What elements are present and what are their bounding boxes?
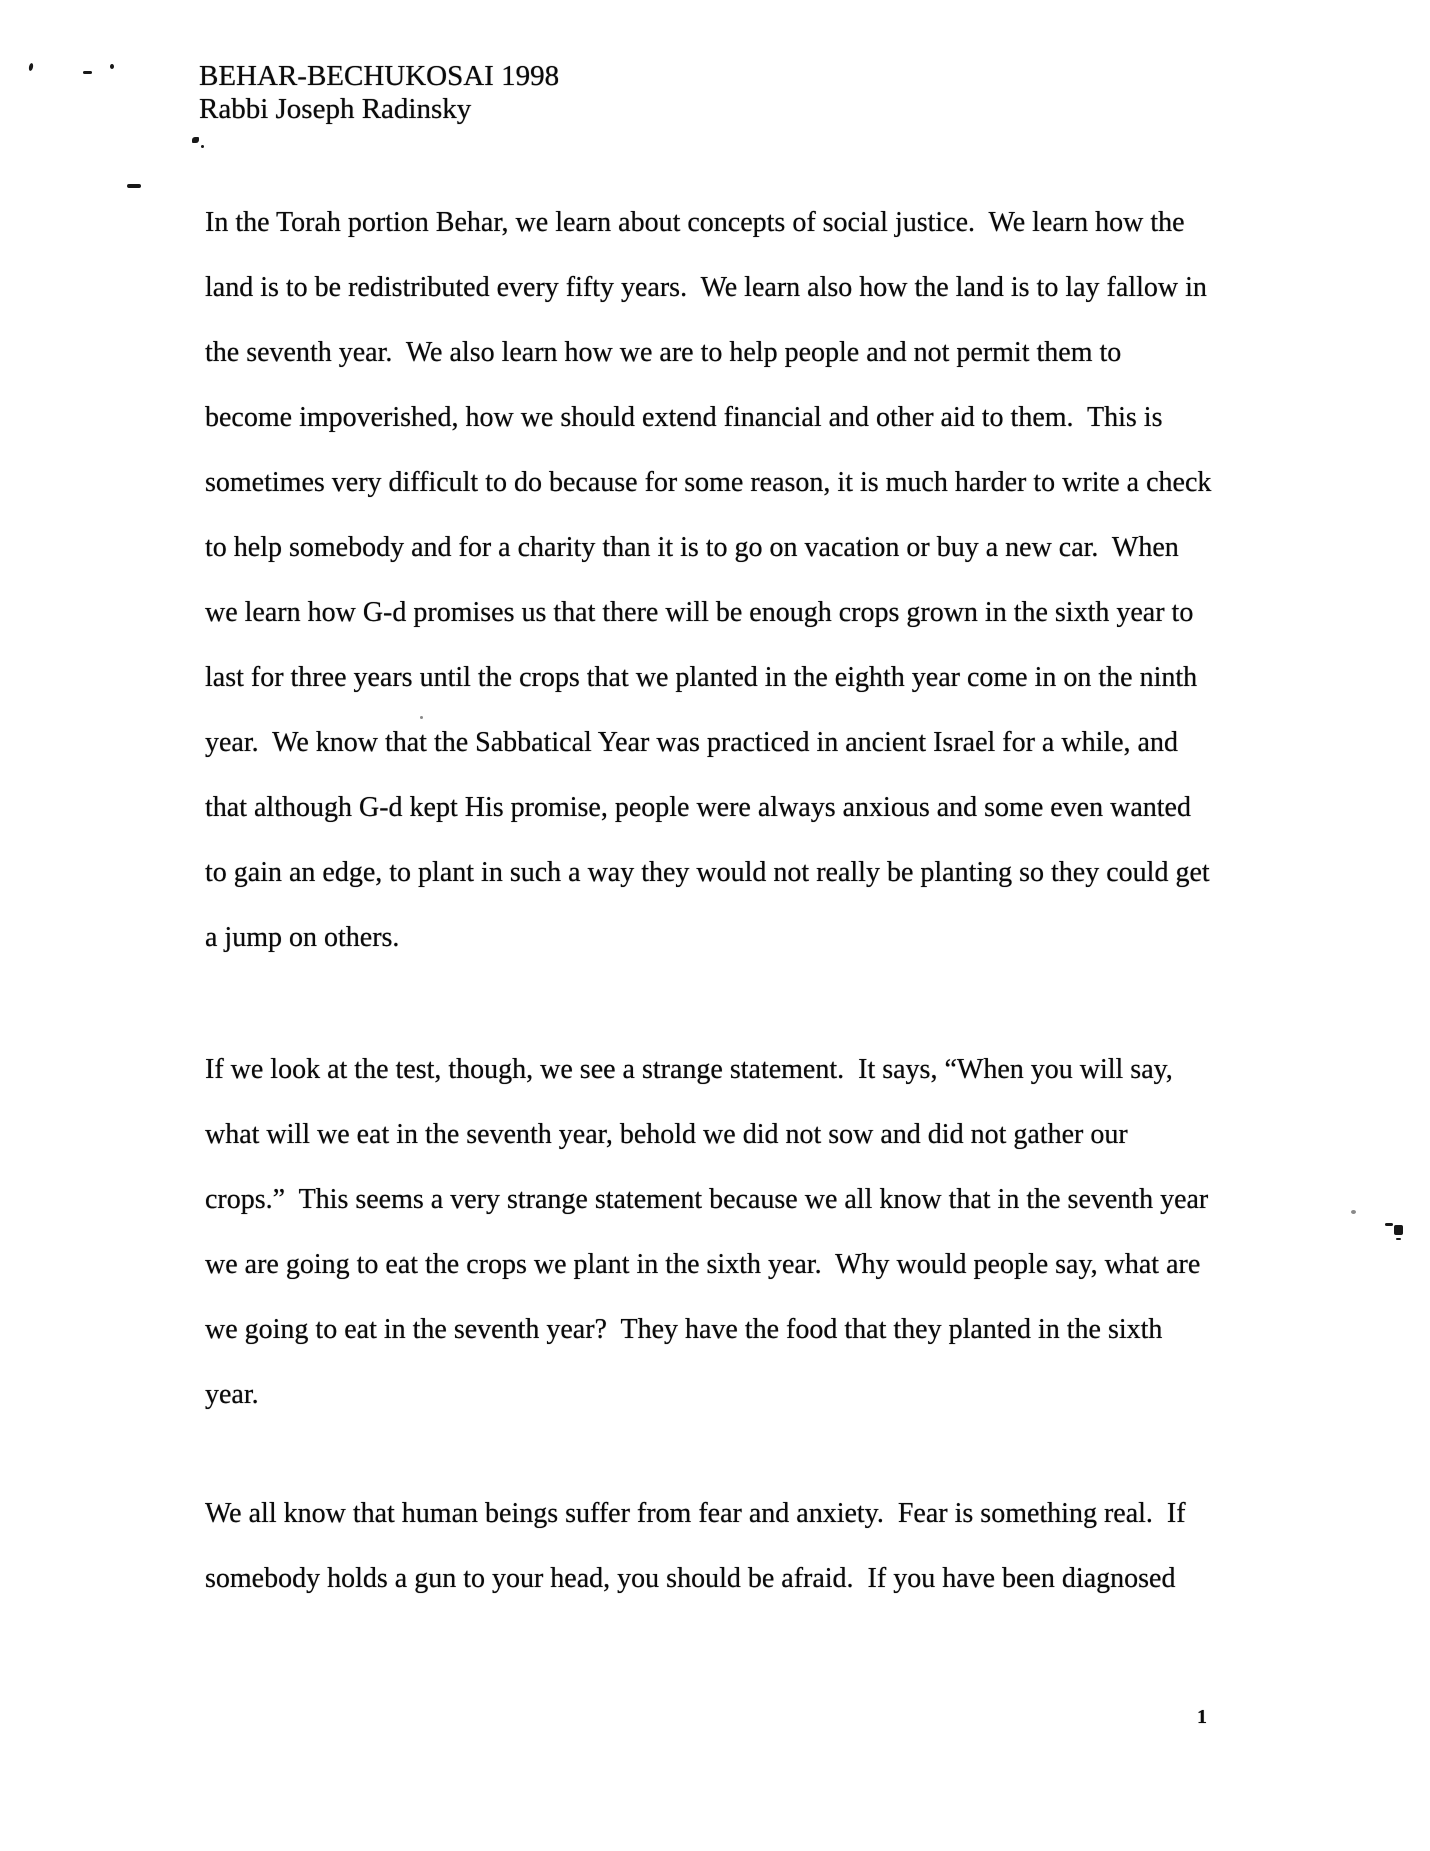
text-line: year. We know that the Sabbatical Year was practiced in ancient Israel for a while, and: [205, 727, 1178, 758]
scan-artifact: [1351, 1210, 1356, 1214]
document-title: BEHAR-BECHUKOSAI 1998: [199, 60, 560, 92]
document-author: Rabbi Joseph Radinsky: [199, 93, 472, 125]
page-number: 1: [1197, 1706, 1207, 1728]
text-line: what will we eat in the seventh year, behold we did not sow and did not gather our: [205, 1119, 1128, 1150]
text-line: we going to eat in the seventh year? They have the food that they planted in the sixth: [205, 1314, 1163, 1345]
text-line: If we look at the test, though, we see a strange statement. It says, “When you will say,: [205, 1054, 1173, 1085]
text-line: last for three years until the crops that we planted in the eighth year come in on the ninth: [205, 662, 1198, 693]
scan-artifact: [1394, 1225, 1403, 1235]
text-line: sometimes very difficult to do because for some reason, it is much harder to write a check: [205, 467, 1212, 498]
text-line: we are going to eat the crops we plant in the sixth year. Why would people say, what are: [205, 1249, 1201, 1280]
paragraph: [205, 1037, 1208, 1427]
document-header: [199, 60, 559, 126]
text-line: somebody holds a gun to your head, you should be afraid. If you have been diagnosed: [205, 1563, 1176, 1594]
scan-artifact: [1385, 1223, 1393, 1226]
paragraph: [205, 190, 1211, 970]
text-line: a jump on others.: [205, 922, 400, 953]
scan-artifact: [201, 145, 204, 148]
scan-artifact: [420, 716, 423, 719]
scan-artifact: [1396, 1238, 1401, 1240]
scan-artifact: [28, 63, 34, 72]
text-line: crops.” This seems a very strange statement because we all know that in the seventh year: [205, 1184, 1209, 1215]
text-line: In the Torah portion Behar, we learn about concepts of social justice. We learn how the: [205, 207, 1185, 238]
scan-artifact: [192, 137, 199, 143]
text-line: the seventh year. We also learn how we are to help people and not permit them to: [205, 337, 1122, 368]
text-line: become impoverished, how we should extend financial and other aid to them. This is: [205, 402, 1163, 433]
text-line: to gain an edge, to plant in such a way they would not really be planting so they could get: [205, 857, 1210, 888]
paragraph: [205, 1481, 1186, 1611]
scan-artifact: [127, 184, 141, 188]
text-line: We all know that human beings suffer from fear and anxiety. Fear is something real. If: [205, 1498, 1186, 1529]
text-line: that although G-d kept His promise, people were always anxious and some even wanted: [205, 792, 1191, 823]
scan-artifact: [110, 64, 114, 69]
text-line: year.: [205, 1379, 259, 1410]
text-line: to help somebody and for a charity than it is to go on vacation or buy a new car. When: [205, 532, 1179, 563]
scan-artifact: [83, 71, 92, 74]
text-line: land is to be redistributed every fifty years. We learn also how the land is to lay fallow in: [205, 272, 1207, 303]
text-line: we learn how G-d promises us that there will be enough crops grown in the sixth year to: [205, 597, 1194, 628]
